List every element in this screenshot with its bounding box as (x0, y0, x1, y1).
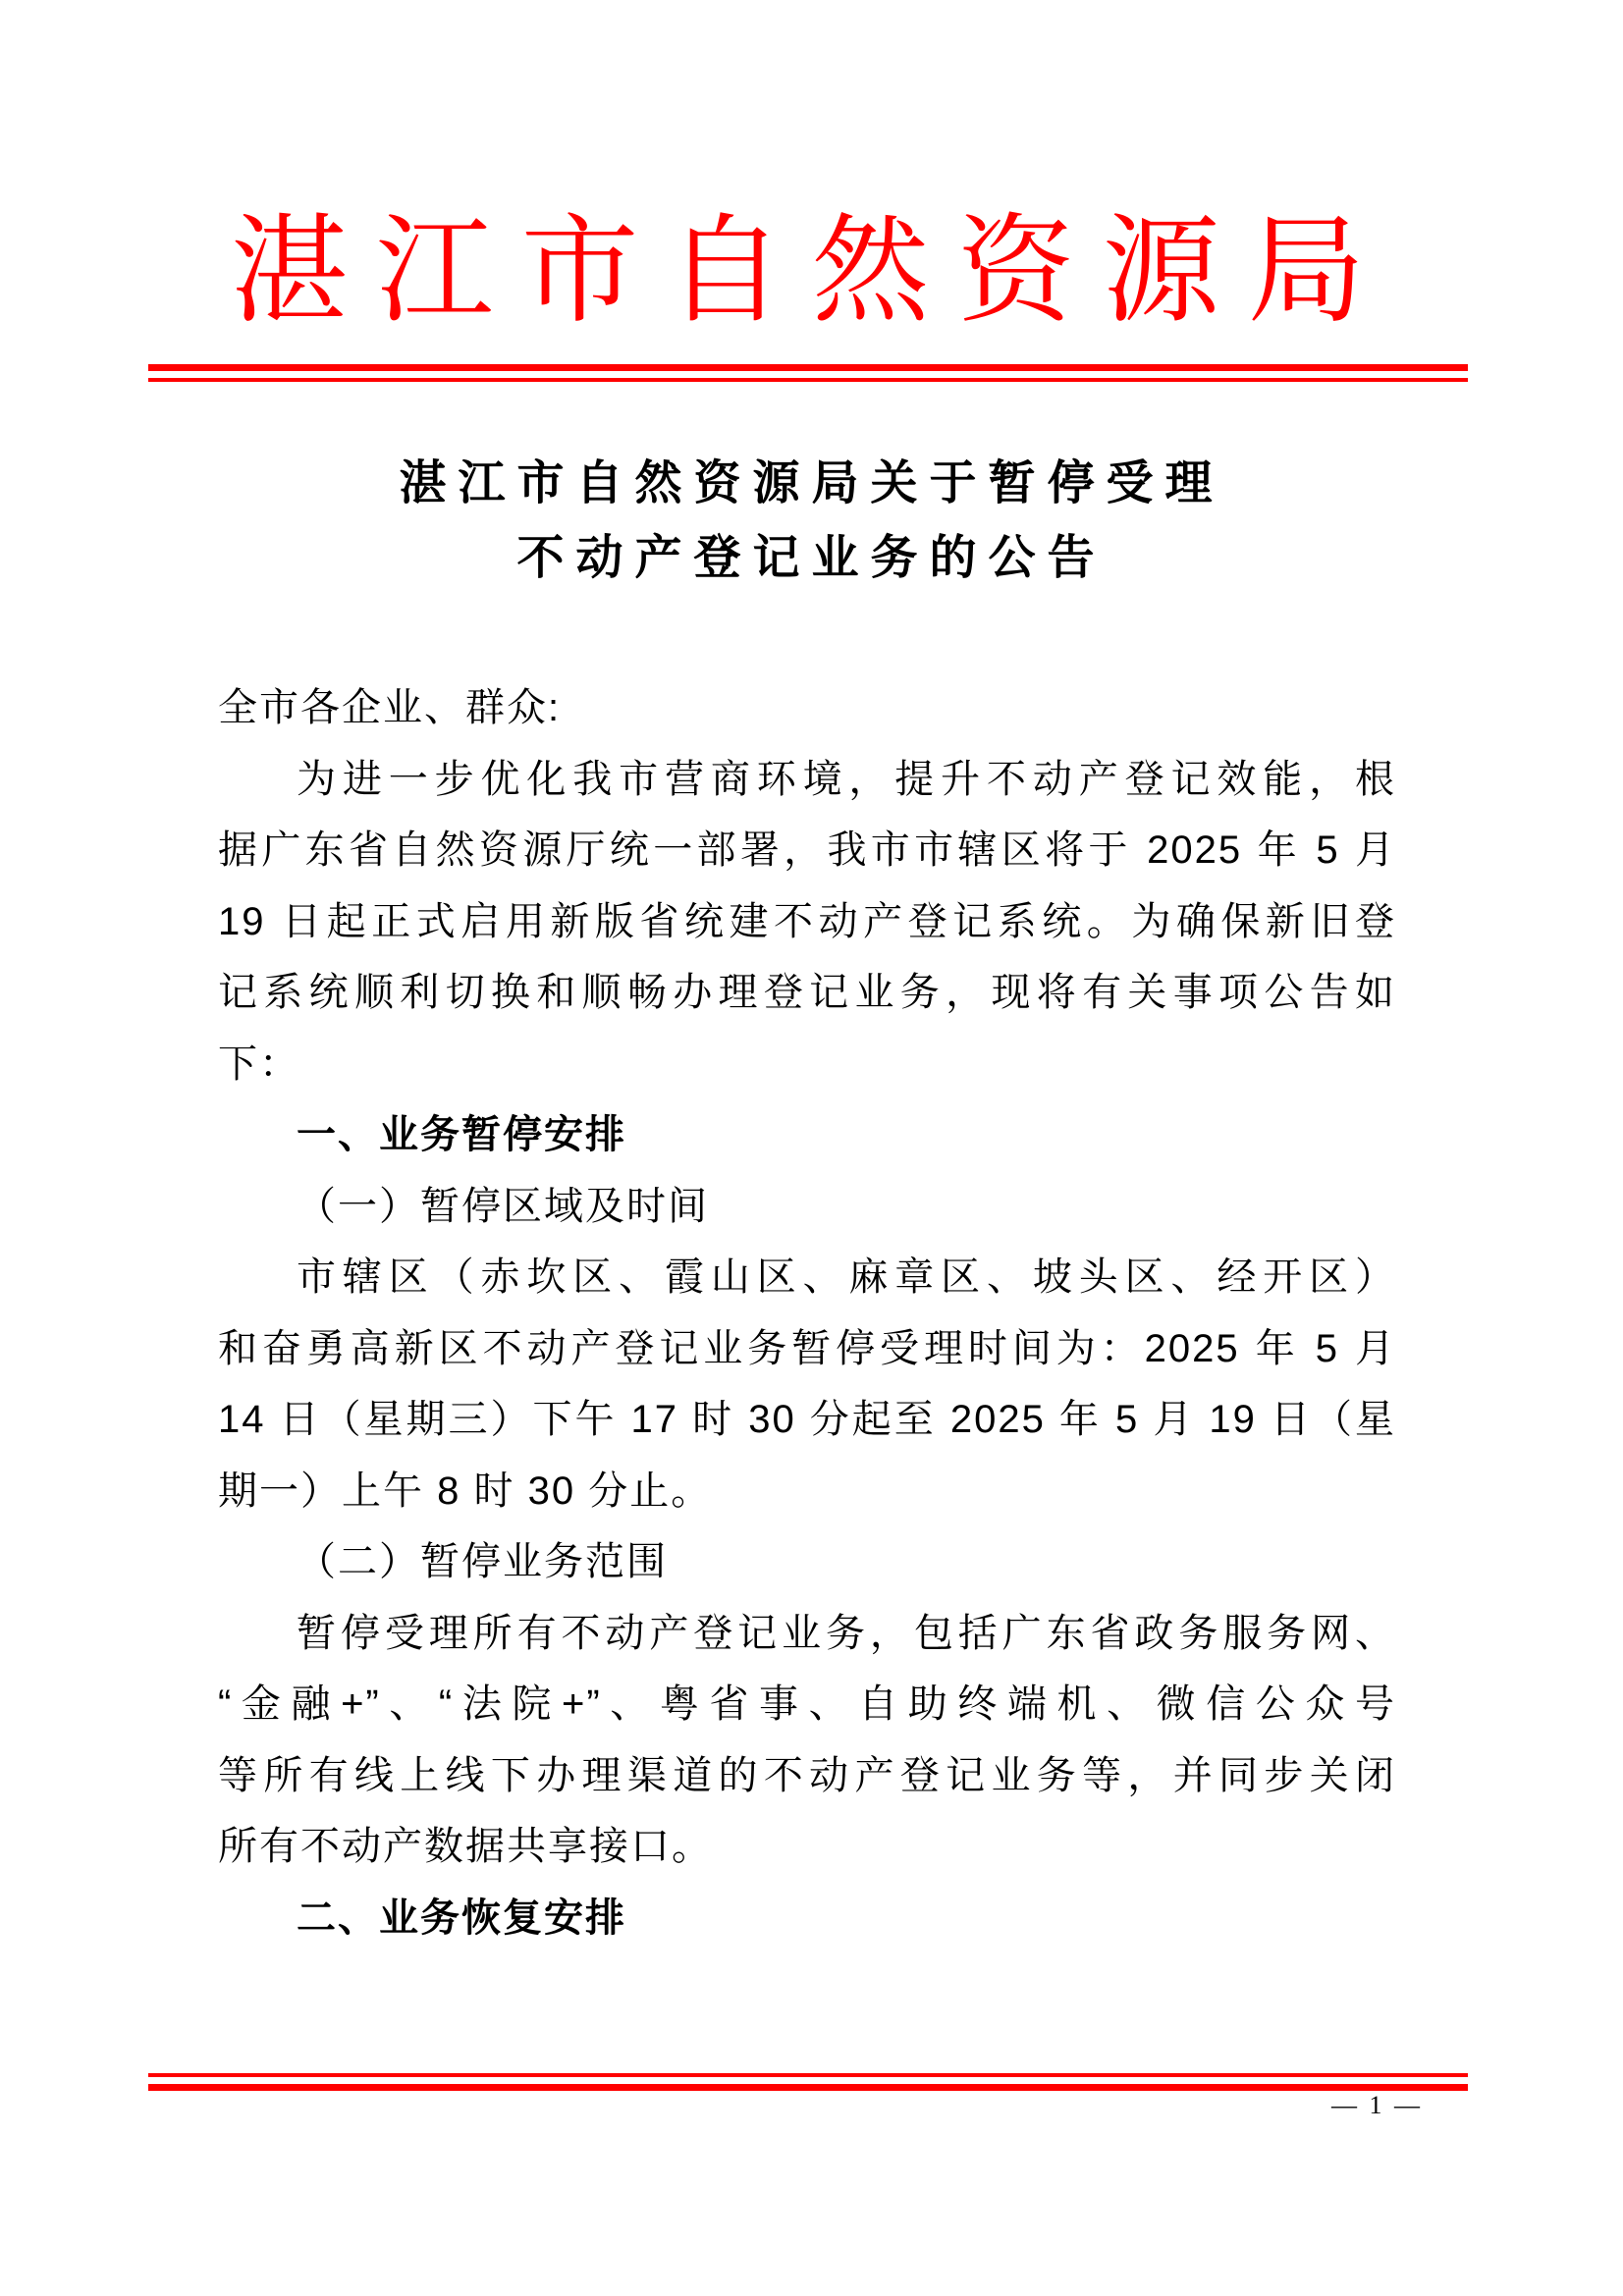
document-title-line2: 不动产登记业务的公告 (516, 532, 1107, 584)
document-title-line1: 湛江市自然资源局关于暂停受理 (399, 457, 1224, 509)
paragraph-line: 所有不动产数据共享接口。 (218, 1825, 713, 1868)
document-body (218, 672, 1396, 1953)
paragraph-line: 暂停受理所有不动产登记业务，包括广东省政务服务网、 (297, 1611, 1396, 1655)
paragraph-line: 记系统顺利切换和顺畅办理登记业务，现将有关事项公告如 (218, 971, 1396, 1014)
document-title (0, 447, 1623, 596)
paragraph-line: 市辖区（赤坎区、霞山区、麻章区、坡头区、经开区） (297, 1255, 1396, 1299)
subsection-heading: （一）暂停区域及时间 (297, 1184, 709, 1228)
footer-rule-thin (148, 2073, 1468, 2077)
header-rule-thick (148, 364, 1468, 371)
paragraph-line: 19 日起正式启用新版省统建不动产登记系统。为确保新旧登 (218, 899, 1396, 943)
paragraph-line: 和奋勇高新区不动产登记业务暂停受理时间为：2025 年 5 月 (218, 1326, 1396, 1370)
section-heading-2: 二、业务恢复安排 (297, 1896, 626, 1940)
paragraph-line: 为进一步优化我市营商环境，提升不动产登记效能，根 (297, 757, 1396, 801)
footer-rule-thick (148, 2084, 1468, 2091)
letterhead-title: 湛江市自然资源局 (230, 206, 1393, 337)
header-rule-thin (148, 378, 1468, 382)
paragraph-line: 下： (218, 1041, 300, 1086)
paragraph-line: “金融+”、“法院+”、粤省事、自助终端机、微信公众号 (218, 1682, 1396, 1726)
subsection-heading: （二）暂停业务范围 (297, 1540, 668, 1583)
paragraph-line: 据广东省自然资源厅统一部署，我市市辖区将于 2025 年 5 月 (218, 828, 1396, 872)
paragraph-line: 期一）上午 8 时 30 分止。 (218, 1468, 713, 1513)
salutation-line: 全市各企业、群众: (218, 686, 562, 729)
paragraph-line: 14 日（星期三）下午 17 时 30 分起至 2025 年 5 月 19 日（星 (218, 1398, 1396, 1441)
section-heading-1: 一、业务暂停安排 (297, 1113, 626, 1156)
paragraph-line: 等所有线上线下办理渠道的不动产登记业务等，并同步关闭 (218, 1753, 1396, 1797)
page-number: — 1 — (1331, 2091, 1423, 2119)
